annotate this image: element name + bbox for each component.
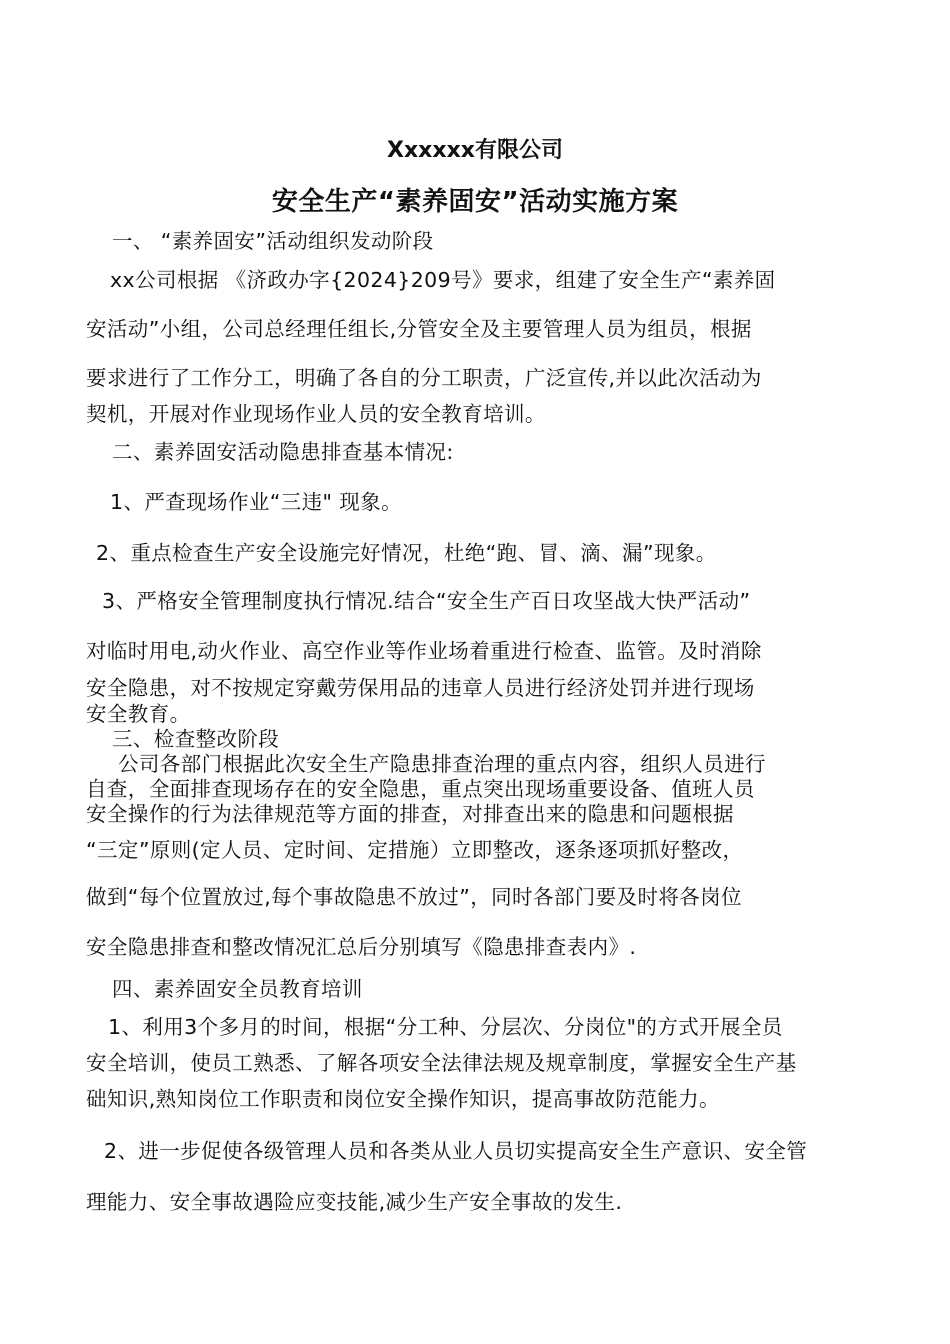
paragraph-line: 要求进行了工作分工，明确了各自的分工职责，广泛宣传,并以此次活动为: [86, 366, 762, 390]
paragraph-line: 安全操作的行为法律规范等方面的排查，对排查出来的隐患和问题根据: [86, 802, 734, 826]
paragraph-line: xx公司根据 《济政办字{2024}209号》要求，组建了安全生产“素养固: [110, 268, 776, 292]
paragraph-line: 安活动”小组，公司总经理任组长,分管安全及主要管理人员为组员，根据: [86, 317, 752, 341]
paragraph-line: 安全隐患排查和整改情况汇总后分别填写《隐患排查表内》.: [86, 935, 637, 959]
paragraph-line: 做到“每个位置放过,每个事故隐患不放过”，同时各部门要及时将各岗位: [86, 885, 742, 909]
list-item: 2、进一步促使各级管理人员和各类从业人员切实提高安全生产意识、安全管: [104, 1139, 808, 1163]
list-item: 1、严查现场作业“三违" 现象。: [110, 490, 403, 514]
list-item: 1、利用3个多月的时间，根据“分工种、分层次、分岗位"的方式开展全员: [108, 1015, 783, 1039]
paragraph-line: 自查，全面排查现场存在的安全隐患，重点突出现场重要设备、值班人员: [86, 777, 755, 801]
document-title: 安全生产“素养固安”活动实施方案: [271, 187, 679, 217]
section-heading-3: 三、检查整改阶段: [112, 727, 280, 751]
section-heading-4: 四、素养固安全员教育培训: [112, 977, 363, 1001]
paragraph-line: 安全隐患，对不按规定穿戴劳保用品的违章人员进行经济处罚并进行现场: [86, 676, 755, 700]
company-name: Xxxxxx有限公司: [387, 138, 563, 163]
paragraph-line: 安全培训，使员工熟悉、了解各项安全法律法规及规章制度，掌握安全生产基: [86, 1051, 797, 1075]
paragraph-line: 契机，开展对作业现场作业人员的安全教育培训。: [86, 402, 546, 426]
section-heading-2: 二、素养固安活动隐患排查基本情况:: [112, 440, 454, 464]
paragraph-line: 公司各部门根据此次安全生产隐患排查治理的重点内容，组织人员进行: [118, 752, 766, 776]
list-item: 2、重点检查生产安全设施完好情况，杜绝“跑、冒、滴、漏”现象。: [96, 541, 717, 565]
paragraph-line: 础知识,熟知岗位工作职责和岗位安全操作知识，提高事故防范能力。: [86, 1087, 720, 1111]
section-heading-1: 一、 “素养固安”活动组织发动阶段: [112, 229, 434, 253]
paragraph-line: 理能力、安全事故遇险应变技能,减少生产安全事故的发生.: [86, 1190, 623, 1214]
paragraph-line: 对临时用电,动火作业、高空作业等作业场着重进行检查、监管。及时消除: [86, 639, 762, 663]
paragraph-line: “三定”原则(定人员、定时间、定措施）立即整改，逐条逐项抓好整改，: [86, 838, 744, 862]
list-item: 3、严格安全管理制度执行情况.结合“安全生产百日攻坚战大快严活动”: [102, 589, 751, 613]
paragraph-line: 安全教育。: [86, 702, 191, 726]
